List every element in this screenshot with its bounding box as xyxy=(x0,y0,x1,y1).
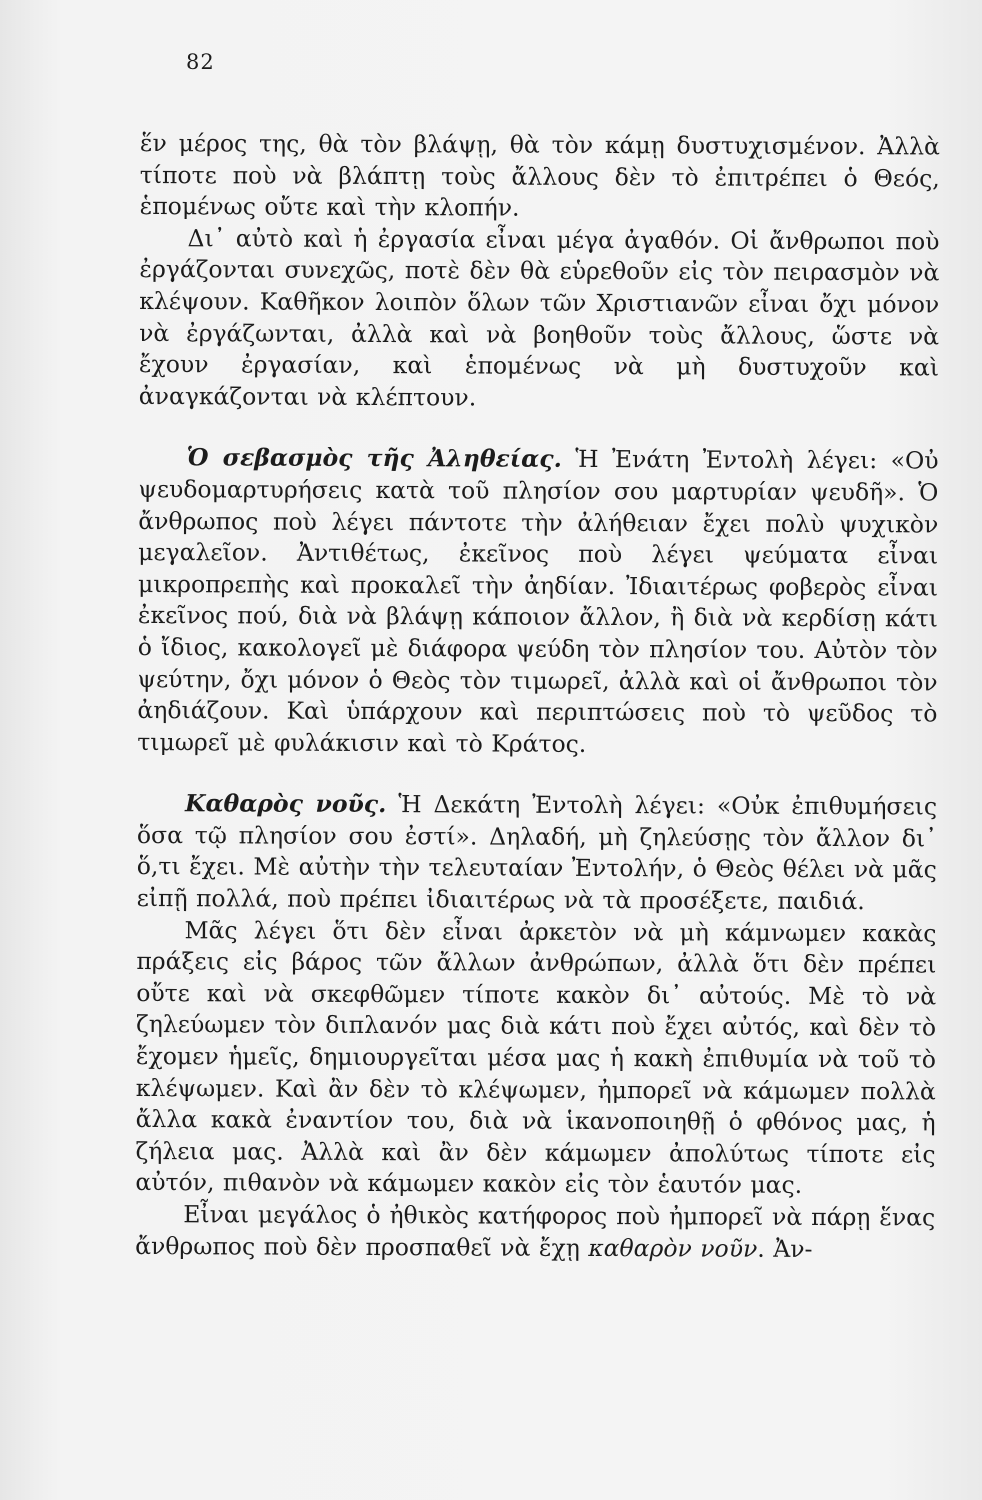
section-heading-pure-mind: Καθαρὸς νοῦς. xyxy=(184,789,387,819)
paragraph-2: Δι᾿ αὐτὸ καὶ ἡ ἐργασία εἶναι μέγα ἀγαθόν. Οἱ ἄνθρωποι ποὺ ἐργάζονται συνεχῶς, ποτὲ δὲν θὰ εὑρεθοῦν εἰς τὸν πειρασμὸν νὰ κλέψουν. Καθῆκον λοιπὸν ὅλων τῶν Χριστιανῶν εἶναι ὄχι μόνον νὰ ἐργάζωνται, ἀλλὰ καὶ νὰ βοηθοῦν τοὺς ἄλλους, ὥστε νὰ ἔχουν ἐργασίαν, καὶ ἑπομένως νὰ μὴ δυστυχοῦν καὶ ἀναγκάζονται νὰ κλέπτουν. xyxy=(138,223,940,412)
paragraph-6-tail: . Ἀν- xyxy=(757,1234,813,1263)
page-number: 82 xyxy=(186,50,215,74)
paragraph-6 xyxy=(135,1199,935,1266)
paragraph-4-text: Ἡ Δεκάτη Ἐντολὴ λέγει: «Οὐκ ἐπιθυμήσεις ὅσα τῷ πλησίον σου ἐστί». Δηλαδή, μὴ ζηλεύσῃς τὸν ἄλλον δι᾿ ὅ,τι ἔχει. Μὲ αὐτὴν τὴν τελευταίαν Ἐντολήν, ὁ Θεὸς θέλει νὰ μᾶς εἰπῇ πολλά, ποὺ πρέπει ἰδιαιτέρως νὰ τὰ προσέξετε, παιδιά. xyxy=(136,790,938,916)
section-heading-truth: Ὁ σεβασμὸς τῆς Ἀληθείας. xyxy=(186,443,562,474)
body-text xyxy=(135,128,940,1266)
paragraph-1: ἕν μέρος της, θὰ τὸν βλάψῃ, θὰ τὸν κάμῃ δυστυχισμένον. Ἀλλὰ τίποτε ποὺ νὰ βλάπτῃ τοὺς ἄλλους δὲν τὸ ἐπιτρέπει ὁ Θεός, ἑπομένως οὔτε καὶ τὴν κλοπήν. xyxy=(139,128,940,222)
paragraph-6-emphasis: καθαρὸν νοῦν xyxy=(588,1233,758,1263)
paragraph-3 xyxy=(137,442,938,761)
paragraph-5: Μᾶς λέγει ὅτι δὲν εἶναι ἀρκετὸν νὰ μὴ κάμνωμεν κακὰς πράξεις εἰς βάρος τῶν ἄλλων ἀνθρώπων, ἀλλὰ ὅτι δὲν πρέπει οὔτε καὶ νὰ σκεφθῶμεν τίποτε κακὸν δι᾿ αὐτούς. Μὲ τὸ νὰ ζηλεύωμεν τὸν διπλανόν μας διὰ κάτι ποὺ ἔχει αὐτός, καὶ δὲν τὸ ἔχομεν ἡμεῖς, δημιουργεῖται μέσα μας ἡ κακὴ ἐπιθυμία νὰ τοῦ τὸ κλέψωμεν. Καὶ ἂν δὲν τὸ κλέψωμεν, ἠμπορεῖ νὰ κάμωμεν πολλὰ ἄλλα κακὰ ἐναντίον του, διὰ νὰ ἱκανοποιηθῇ ὁ φθόνος μας, ἡ ζήλεια μας. Ἀλλὰ καὶ ἂν δὲν κάμωμεν ἀπολύτως τίποτε εἰς αὐτόν, πιθανὸν νὰ κάμωμεν κακὸν εἰς τὸν ἑαυτόν μας. xyxy=(135,915,937,1200)
paragraph-6-text: Εἶναι μεγάλος ὁ ἠθικὸς κατήφορος ποὺ ἠμπορεῖ νὰ πάρῃ ἕνας ἄνθρωπος ποὺ δὲν προσπαθεῖ νὰ ἔχῃ xyxy=(135,1200,936,1262)
paragraph-4 xyxy=(137,788,938,918)
paragraph-3-text: Ἡ Ἐνάτη Ἐντολὴ λέγει: «Οὐ ψευδομαρτυρήσεις κατὰ τοῦ πλησίον σου μαρτυρίαν ψευδῆ». Ὁ ἄνθρωπος ποὺ λέγει πάντοτε τὴν ἀλήθειαν ἔχει πολὺ ψυχικὸν μεγαλεῖον. Ἀντιθέτως, ἐκεῖνος ποὺ λέγει ψεύματα εἶναι μικροπρεπὴς καὶ προκαλεῖ τὴν ἀηδίαν. Ἰδιαιτέρως φοβερὸς εἶναι ἐκεῖνος πού, διὰ νὰ βλάψῃ κάποιον ἄλλον, ἢ διὰ νὰ κερδίσῃ κάτι ὁ ἴδιος, κακολογεῖ μὲ διάφορα ψεύδη τὸν πλησίον του. Αὐτὸν τὸν ψεύτην, ὄχι μόνον ὁ Θεὸς τὸν τιμωρεῖ, ἀλλὰ καὶ οἱ ἄνθρωποι τὸν ἀηδιάζουν. Καὶ ὑπάρχουν καὶ περιπτώσεις ποὺ τὸ ψεῦδος τὸ τιμωρεῖ μὲ φυλάκισιν καὶ τὸ Κράτος. xyxy=(137,445,939,758)
